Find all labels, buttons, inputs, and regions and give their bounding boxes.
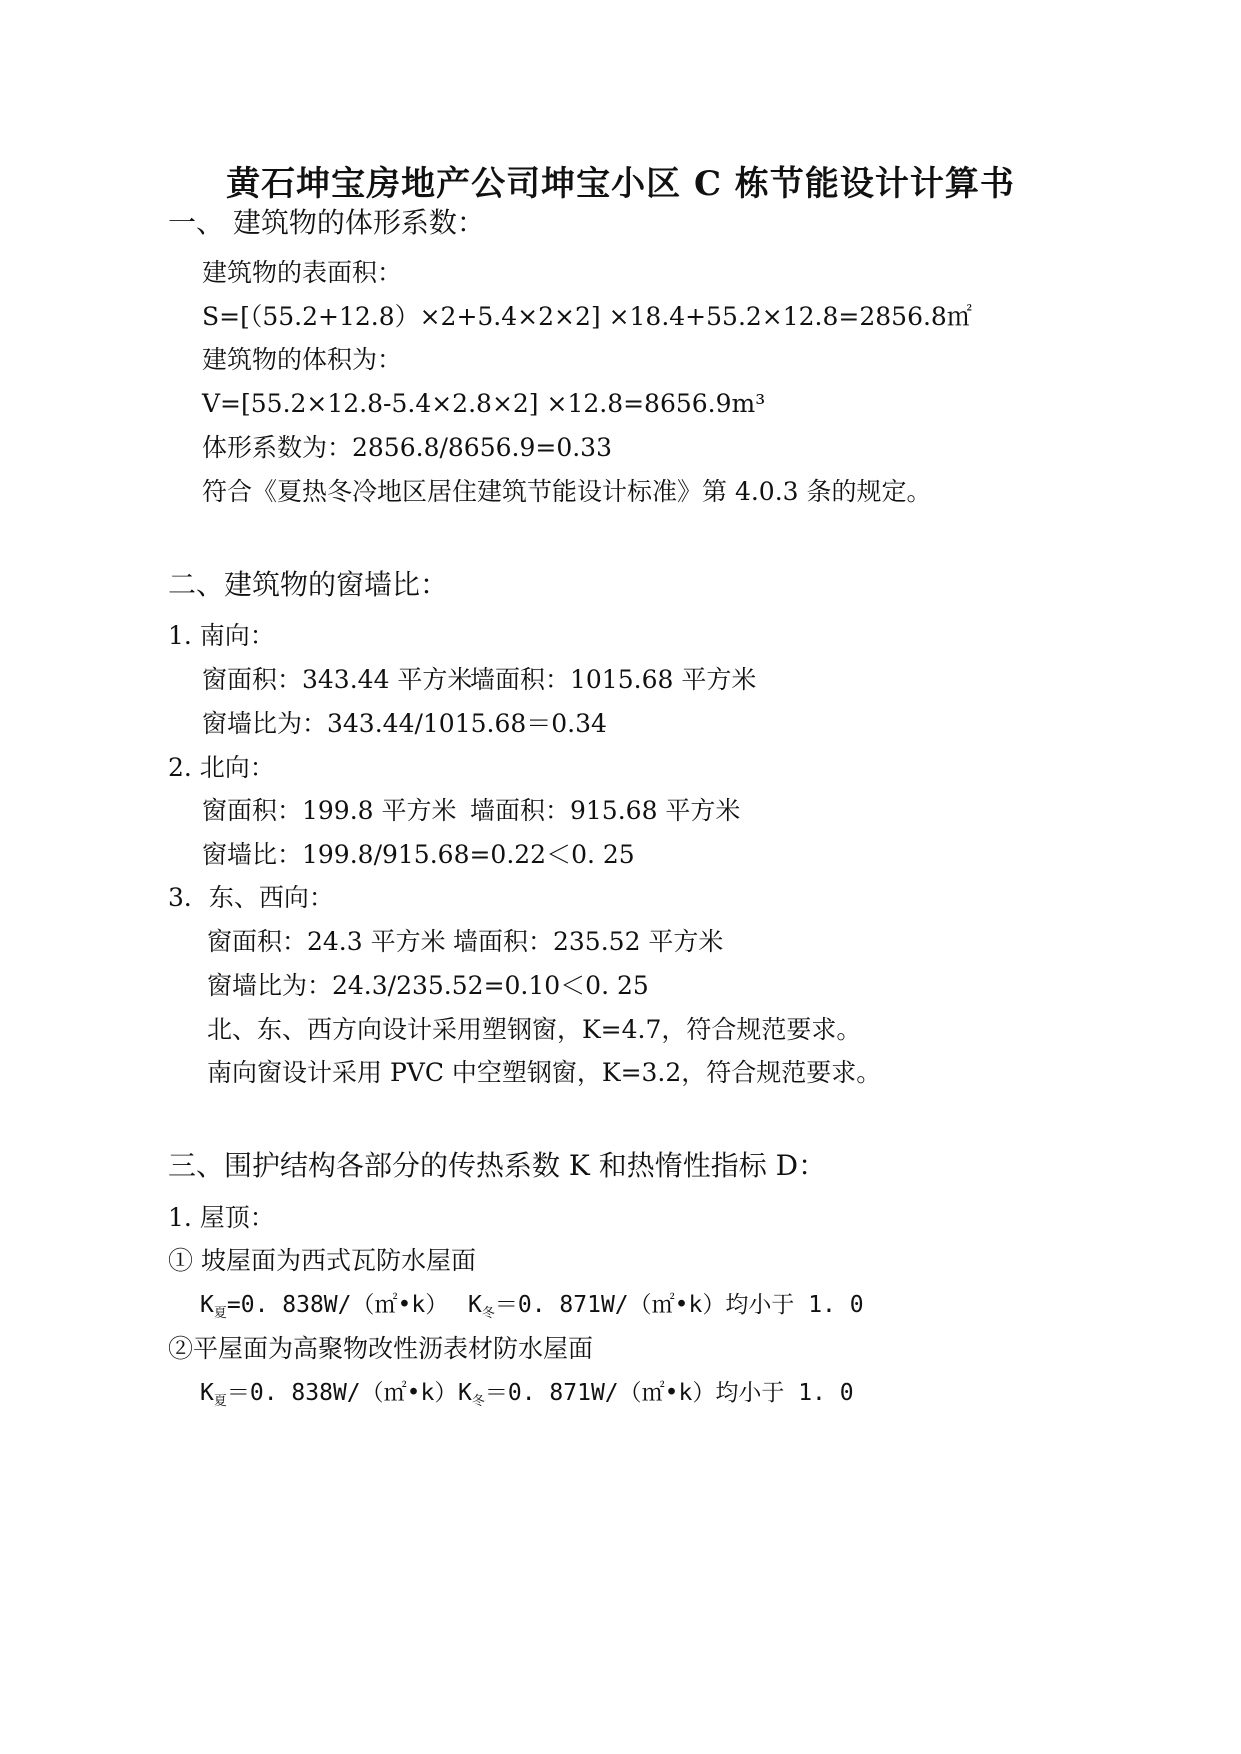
south-wall-area: 墙面积：1015.68 平方米 [470, 665, 757, 694]
volume-formula: V=[55.2×12.8-5.4×2.8×2] ×12.8=8656.9m³ [202, 389, 766, 418]
summer-subscript: 夏 [213, 1306, 227, 1321]
south-ratio: 窗墙比为：343.44/1015.68＝0.34 [202, 709, 607, 738]
volume-label: 建筑物的体积为： [202, 345, 403, 374]
east-west-window-area: 窗面积：24.3 平方米 [207, 927, 446, 956]
surface-area-label: 建筑物的表面积： [202, 258, 403, 287]
east-west-wall-area: 墙面积：235.52 平方米 [453, 927, 724, 956]
winter-subscript: 冬 [481, 1306, 495, 1321]
k-symbol: K [468, 1292, 482, 1318]
north-ratio: 窗墙比：199.8/915.68=0.22＜0. 25 [202, 840, 635, 869]
roof-label: 1. 屋顶： [168, 1203, 275, 1232]
north-label: 2. 北向： [168, 753, 275, 782]
east-west-label: 3．东、西向： [168, 883, 334, 912]
document-title: 黄石坤宝房地产公司坤宝小区 C 栋节能设计计算书 [226, 164, 1015, 204]
winter-subscript: 冬 [471, 1394, 485, 1409]
roof-item1-label: ① 坡屋面为西式瓦防水屋面 [168, 1246, 476, 1275]
window-note-1: 北、东、西方向设计采用塑钢窗，K=4.7，符合规范要求。 [207, 1015, 862, 1044]
k-symbol: K [458, 1380, 472, 1406]
summer-subscript: 夏 [213, 1394, 227, 1409]
section3-heading: 三、围护结构各部分的传热系数 K 和热惰性指标 D： [168, 1149, 827, 1182]
north-wall-area: 墙面积：915.68 平方米 [470, 796, 741, 825]
south-label: 1. 南向： [168, 621, 275, 650]
k-winter-value: ＝0. 871W/（㎡•k）均小于 1. 0 [494, 1292, 864, 1318]
k-summer-value: ＝0. 838W/（㎡•k） [226, 1380, 458, 1406]
standard-compliance: 符合《夏热冬冷地区居住建筑节能设计标准》第 4.0.3 条的规定。 [202, 477, 932, 506]
section1-heading: 一、 建筑物的体形系数： [168, 206, 485, 239]
k-symbol: K [200, 1380, 214, 1406]
roof-item1-k-winter [468, 1289, 864, 1321]
roof-item2-k-summer [200, 1377, 457, 1409]
section2-heading: 二、建筑物的窗墙比： [168, 568, 449, 601]
k-symbol: K [200, 1292, 214, 1318]
roof-item2-k-winter [458, 1377, 854, 1409]
east-west-ratio: 窗墙比为：24.3/235.52=0.10＜0. 25 [207, 971, 649, 1000]
k-winter-value: ＝0. 871W/（㎡•k）均小于 1. 0 [484, 1380, 854, 1406]
roof-item1-k-summer [200, 1289, 448, 1321]
shape-coefficient: 体形系数为：2856.8/8656.9=0.33 [202, 433, 612, 462]
surface-area-formula: S=[（55.2+12.8）×2+5.4×2×2] ×18.4+55.2×12.8=2856.8㎡ [202, 302, 972, 331]
south-window-area: 窗面积：343.44 平方米 [202, 665, 473, 694]
window-note-2: 南向窗设计采用 PVC 中空塑钢窗，K=3.2，符合规范要求。 [207, 1058, 882, 1087]
roof-item2-label: ②平屋面为高聚物改性沥表材防水屋面 [168, 1334, 594, 1363]
north-window-area: 窗面积：199.8 平方米 [202, 796, 457, 825]
k-summer-value: =0. 838W/（㎡•k） [226, 1292, 449, 1318]
